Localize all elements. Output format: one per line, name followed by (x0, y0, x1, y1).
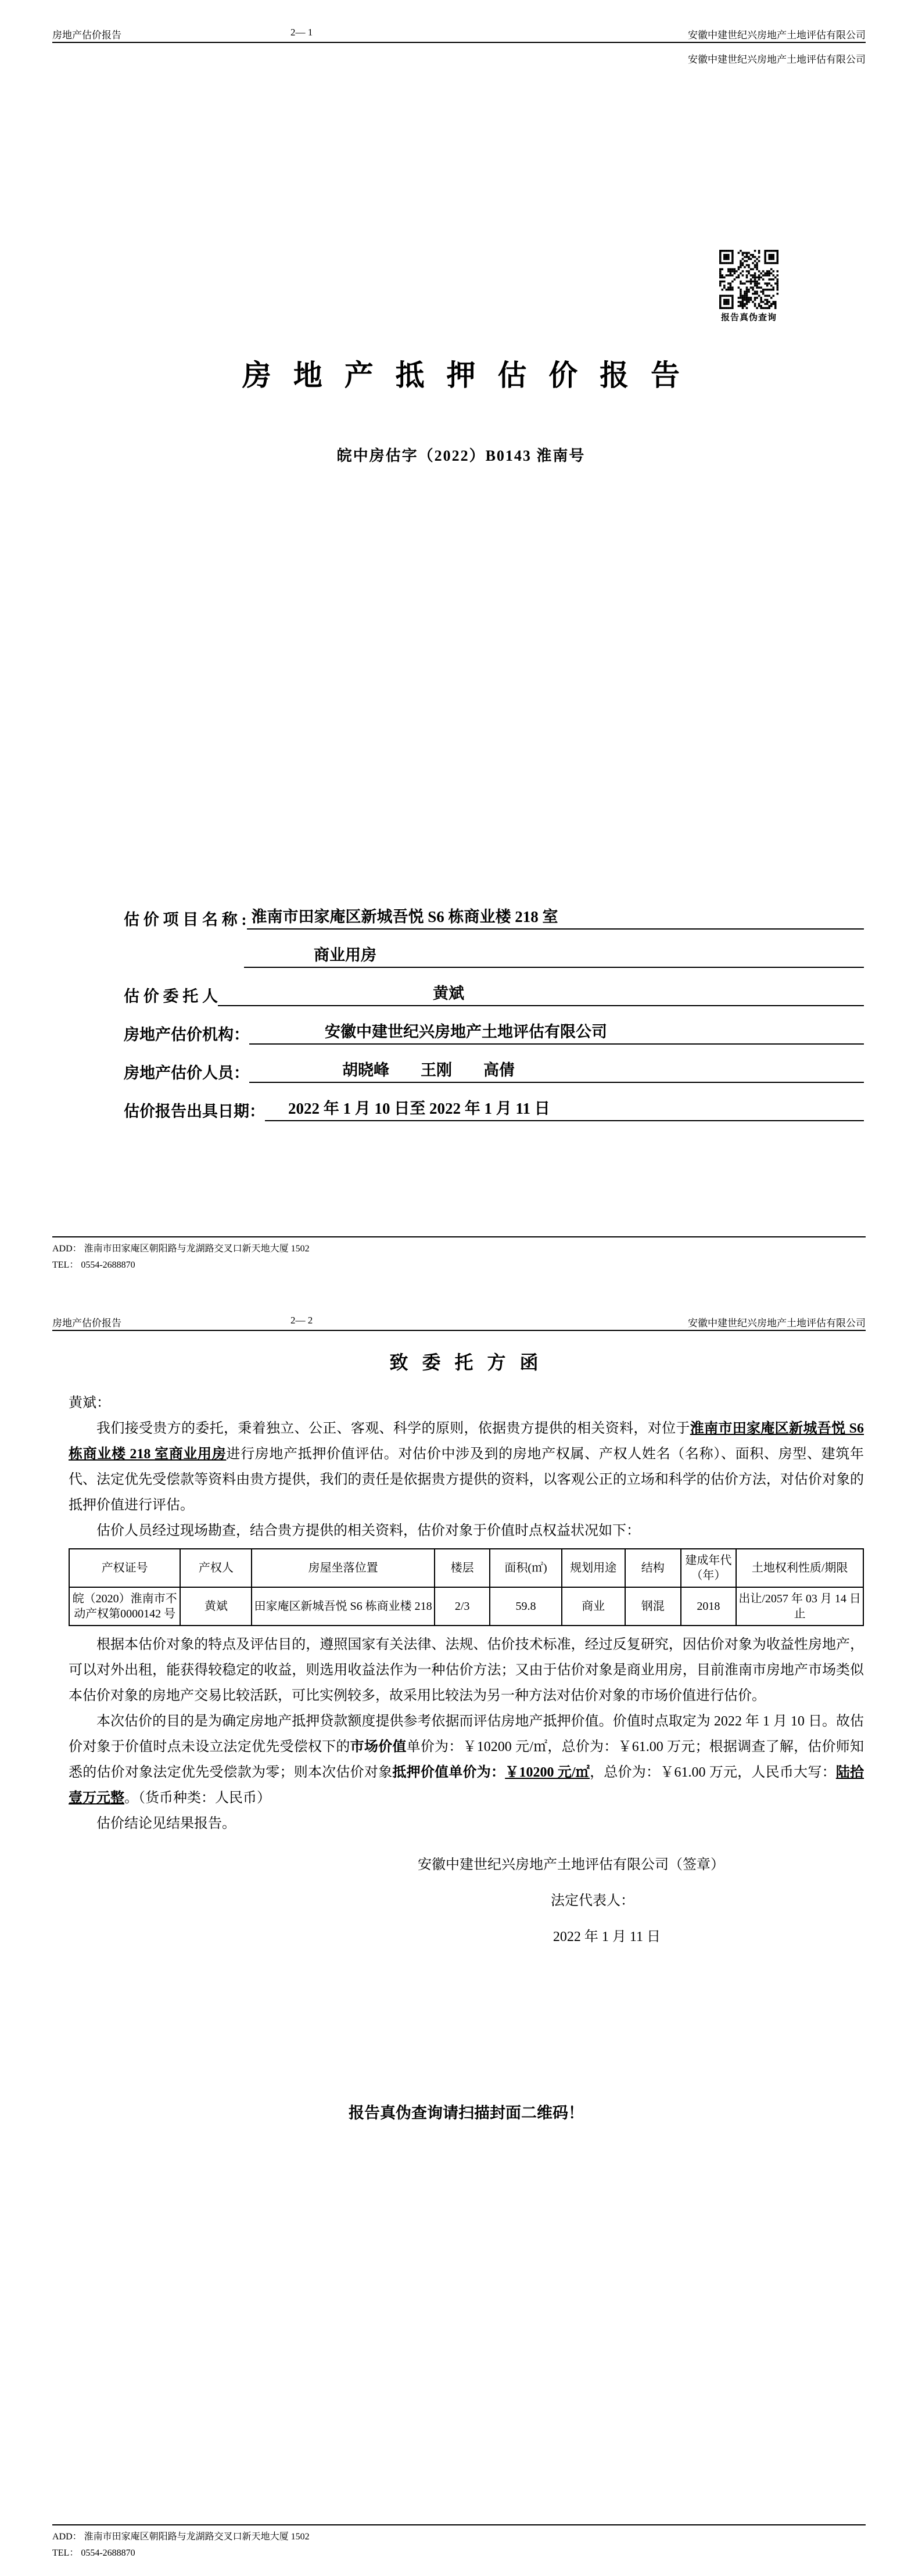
report-doc-number: 皖中房估字（2022）B0143 淮南号 (336, 447, 586, 464)
table-cell-owner: 黄斌 (180, 1587, 252, 1626)
text-segment: 抵押价值单价为： (392, 1765, 505, 1780)
footer-tel-line: TEL： 0554-2688870 (52, 1260, 135, 1270)
header-company-name: 安徽中建世纪兴房地产土地评估有限公司 (688, 30, 866, 41)
table-cell-structure: 钢混 (625, 1587, 681, 1626)
letter-paragraph-5: 估价结论见结果报告。 (96, 1816, 236, 1831)
letter-paragraph-3: 根据本估价对象的特点及评估目的，遵照国家有关法律、法规、估价技术标准，经过反复研究，因估价对象为收益性房地产，可以对外出租，能获得较稳定的收益，则选用收益法作为一种估价方法；又由于估价对象是商业用房，目前淮南市房地产市场类似本估价对象的房地产交易比较活跃，可比实例较多，故采用比较法为另一种方法对估价对象的市场价值进行估价。 (69, 1637, 864, 1703)
report-date-label: 估价报告出具日期： (124, 1103, 265, 1120)
qr-code (719, 250, 779, 309)
table-cell-year-built: 2018 (681, 1587, 737, 1626)
property-rights-table (69, 1548, 864, 1626)
appraisers-value: 胡晓峰 王刚 高倩 (249, 1057, 864, 1083)
signature-date-line: 2022 年 1 月 11 日 (553, 1929, 661, 1944)
project-name-value-line2: 商业用房 (244, 942, 864, 968)
cover-form (124, 891, 864, 1121)
client-value: 黄斌 (218, 981, 864, 1006)
appraisers-row (124, 1045, 864, 1083)
text-segment: ，总价为：￥61.00 万元，人民币大写： (590, 1765, 836, 1780)
page-2-letter (0, 1288, 922, 2576)
project-name-label: 估 价 项 目 名 称 : (124, 911, 247, 928)
qr-verification-block (719, 250, 779, 323)
page-1-header (52, 27, 866, 43)
table-header-cell: 建成年代（年） (681, 1549, 737, 1587)
letter-paragraph-2: 估价人员经过现场勘查，结合贵方提供的相关资料，估价对象于价值时点权益状况如下： (96, 1523, 640, 1538)
salutation: 黄斌： (69, 1395, 110, 1411)
page-2-footer (52, 2524, 866, 2561)
letter-paragraph-1 (69, 1416, 864, 1518)
page-1-footer (52, 1236, 866, 1273)
table-cell-floor: 2/3 (435, 1587, 490, 1626)
table-row (69, 1587, 863, 1626)
appraisers-label: 房地产估价人员： (124, 1064, 249, 1082)
header-company-name: 安徽中建世纪兴房地产土地评估有限公司 (688, 1318, 866, 1329)
text-segment: 我们接受贵方的委托，秉着独立、公正、客观、科学的原则，依据贵方提供的相关资料，对位于 (96, 1421, 690, 1436)
legal-representative-line: 法定代表人： (551, 1893, 634, 1908)
page-2-header (52, 1315, 866, 1331)
client-row (124, 968, 864, 1006)
letter-title: 致 委 托 方 函 (389, 1352, 543, 1373)
agency-label: 房地产估价机构： (124, 1026, 249, 1043)
text-segment: 进行房地产抵押价值评估。对估价中涉及到的房地产权属、产权人姓名（名称）、面积、房型、建筑年代、法定优先受偿款等资料由贵方提供，我们的责任是依据贵方提供的资料，以客观公正的立场和科学的估价方法，对估价对象的抵押价值进行评估。 (69, 1447, 864, 1513)
text-segment: 市场价值 (350, 1739, 407, 1755)
header-row (52, 1315, 866, 1331)
table-header-cell: 土地权利性质/期限 (736, 1549, 863, 1587)
table-cell-area: 59.8 (490, 1587, 561, 1626)
client-label: 估 价 委 托 人 (124, 988, 218, 1005)
table-header-cell: 楼层 (435, 1549, 490, 1587)
text-segment: 本次估价的目的是为确定房地产抵押贷款额度提供参考依据而评估房地产抵押价值。价值时点取定为 2022 年 1 月 10 日。故估价对象于价值时点未设立法定优先受偿权下的 (69, 1714, 864, 1755)
text-segment: 陆拾壹万元整 (69, 1765, 864, 1806)
qr-scan-notice: 报告真伪查询请扫描封面二维码！ (349, 2104, 584, 2122)
table-header-row (69, 1549, 863, 1587)
text-segment: 淮南市田家庵区新城吾悦 S6 栋商业楼 218 室商业用房 (69, 1421, 864, 1462)
report-date-row (124, 1083, 864, 1121)
letter-paragraph-4 (69, 1709, 864, 1811)
header-page-number: 2— 2 (290, 1315, 313, 1326)
signature-company-line: 安徽中建世纪兴房地产土地评估有限公司（签章） (418, 1857, 724, 1872)
table-cell-location: 田家庵区新城吾悦 S6 栋商业楼 218 (252, 1587, 434, 1626)
text-segment: ￥10200 元/㎡ (505, 1765, 590, 1780)
table-header-cell: 房屋坐落位置 (252, 1549, 434, 1587)
report-date-value: 2022 年 1 月 10 日至 2022 年 1 月 11 日 (265, 1096, 864, 1121)
agency-row (124, 1006, 864, 1045)
text-segment: 。（货币种类：人民币） (124, 1791, 271, 1806)
table-header-cell: 结构 (625, 1549, 681, 1587)
table-cell-land-rights: 出让/2057 年 03 月 14 日止 (736, 1587, 863, 1626)
report-title: 房 地 产 抵 押 估 价 报 告 (242, 359, 687, 392)
agency-value: 安徽中建世纪兴房地产土地评估有限公司 (249, 1019, 864, 1045)
table-header-cell: 产权人 (180, 1549, 252, 1587)
qr-caption: 报告真伪查询 (720, 313, 777, 322)
footer-address-line: ADD： 淮南市田家庵区朝阳路与龙湖路交叉口新天地大厦 1502 (52, 2532, 310, 2542)
table-header-cell: 规划用途 (562, 1549, 625, 1587)
header-doc-type: 房地产估价报告 (52, 30, 121, 41)
letter-body (69, 1350, 864, 2126)
table-cell-usage: 商业 (562, 1587, 625, 1626)
project-name-row (124, 891, 864, 930)
footer-address-line: ADD： 淮南市田家庵区朝阳路与龙湖路交叉口新天地大厦 1502 (52, 1244, 310, 1254)
company-letterhead: 安徽中建世纪兴房地产土地评估有限公司 (688, 54, 866, 65)
header-page-number: 2— 1 (290, 27, 313, 38)
header-doc-type: 房地产估价报告 (52, 1318, 121, 1329)
table-header-cell: 面积(㎡) (490, 1549, 561, 1587)
footer-tel-line: TEL： 0554-2688870 (52, 2548, 135, 2558)
table-header-cell: 产权证号 (69, 1549, 180, 1587)
project-name-value-line1: 淮南市田家庵区新城吾悦 S6 栋商业楼 218 室 (247, 904, 864, 930)
table-cell-certificate-no: 皖（2020）淮南市不动产权第0000142 号 (69, 1587, 180, 1626)
header-row (52, 27, 866, 43)
project-name-row-2 (124, 930, 864, 968)
text-segment: 单价为：￥10200 元/㎡，总价为：￥61.00 万元；根据调查了解，估价师知悉的估价对象法定优先受偿款为零；则本次估价对象 (69, 1739, 864, 1780)
